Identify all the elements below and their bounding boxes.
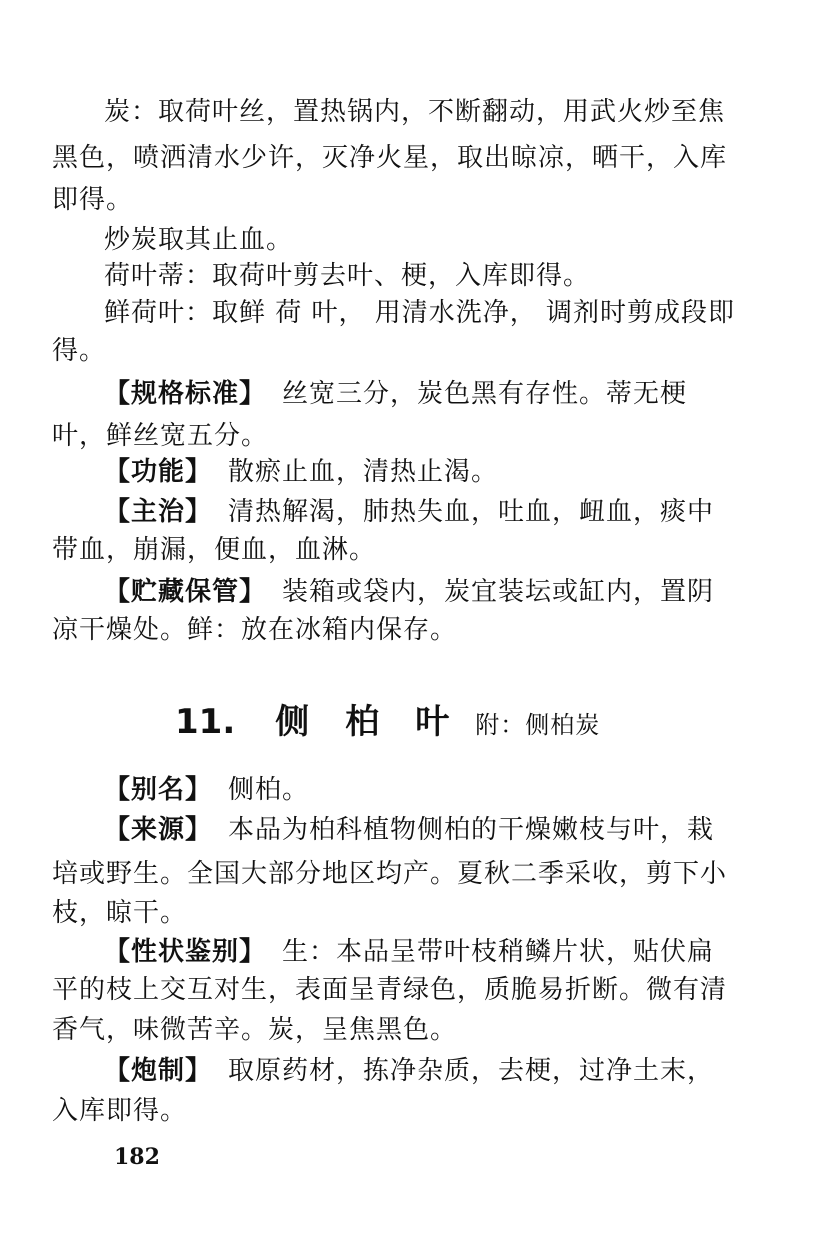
text-line: 炭：取荷叶丝，置热锅内，不断翻动，用武火炒至焦 xyxy=(104,97,726,127)
section-tag: 【贮藏保管】 xyxy=(104,577,267,607)
text-line: 凉干燥处。鲜：放在冰箱内保存。 xyxy=(52,615,458,645)
section-tag: 【功能】 xyxy=(104,457,213,487)
section-function: 【功能】 散瘀止血，清热止渴。 xyxy=(104,457,499,487)
section-source: 【来源】 本品为柏科植物侧柏的干燥嫩枝与叶，栽 xyxy=(104,815,715,845)
text-line: 黑色，喷洒清水少许，灭净火星，取出晾凉，晒干，入库 xyxy=(52,143,728,173)
section-tag: 【来源】 xyxy=(104,815,213,845)
section-tag: 【性状鉴别】 xyxy=(104,937,267,967)
section-identification: 【性状鉴别】 生：本品呈带叶枝稍鳞片状，贴伏扁 xyxy=(104,937,715,967)
text-line: 带血，崩漏，便血，血淋。 xyxy=(52,535,377,565)
entry-number: 11. xyxy=(175,702,236,742)
text-line: 荷叶蒂：取荷叶剪去叶、梗，入库即得。 xyxy=(104,261,591,291)
text-line: 炒炭取其止血。 xyxy=(104,225,294,255)
entry-heading xyxy=(175,700,600,747)
text-line: 平的枝上交互对生，表面呈青绿色，质脆易折断。微有清 xyxy=(52,975,728,1005)
section-alias: 【别名】 侧柏。 xyxy=(104,775,310,805)
text-line: 得。 xyxy=(52,336,107,366)
entry-subtitle: 附：侧柏炭 xyxy=(475,711,601,739)
page-number: 182 xyxy=(114,1144,160,1170)
section-tag: 【主治】 xyxy=(104,497,213,527)
section-spec: 【规格标准】 丝宽三分，炭色黑有存性。蒂无梗 xyxy=(104,379,688,409)
section-tag: 【规格标准】 xyxy=(104,379,267,409)
section-tag: 【炮制】 xyxy=(104,1056,213,1086)
text-line: 培或野生。全国大部分地区均产。夏秋二季采收，剪下小 xyxy=(52,859,728,889)
text-line: 枝，晾干。 xyxy=(52,898,188,928)
section-indication: 【主治】 清热解渴，肺热失血，吐血，衄血，痰中 xyxy=(104,497,715,527)
text-line: 叶，鲜丝宽五分。 xyxy=(52,421,269,451)
text-line: 即得。 xyxy=(52,185,134,215)
section-tag: 【别名】 xyxy=(104,775,213,805)
text-line: 入库即得。 xyxy=(52,1096,188,1126)
entry-name: 侧柏叶 xyxy=(275,702,486,742)
section-storage: 【贮藏保管】 装箱或袋内，炭宜装坛或缸内，置阴 xyxy=(104,577,715,607)
text-line: 鲜荷叶：取鲜 荷 叶， 用清水洗净， 调剂时剪成段即 xyxy=(104,298,736,328)
text-line: 香气，味微苦辛。炭，呈焦黑色。 xyxy=(52,1015,458,1045)
section-processing: 【炮制】 取原药材，拣净杂质，去梗，过净土末， xyxy=(104,1056,715,1086)
